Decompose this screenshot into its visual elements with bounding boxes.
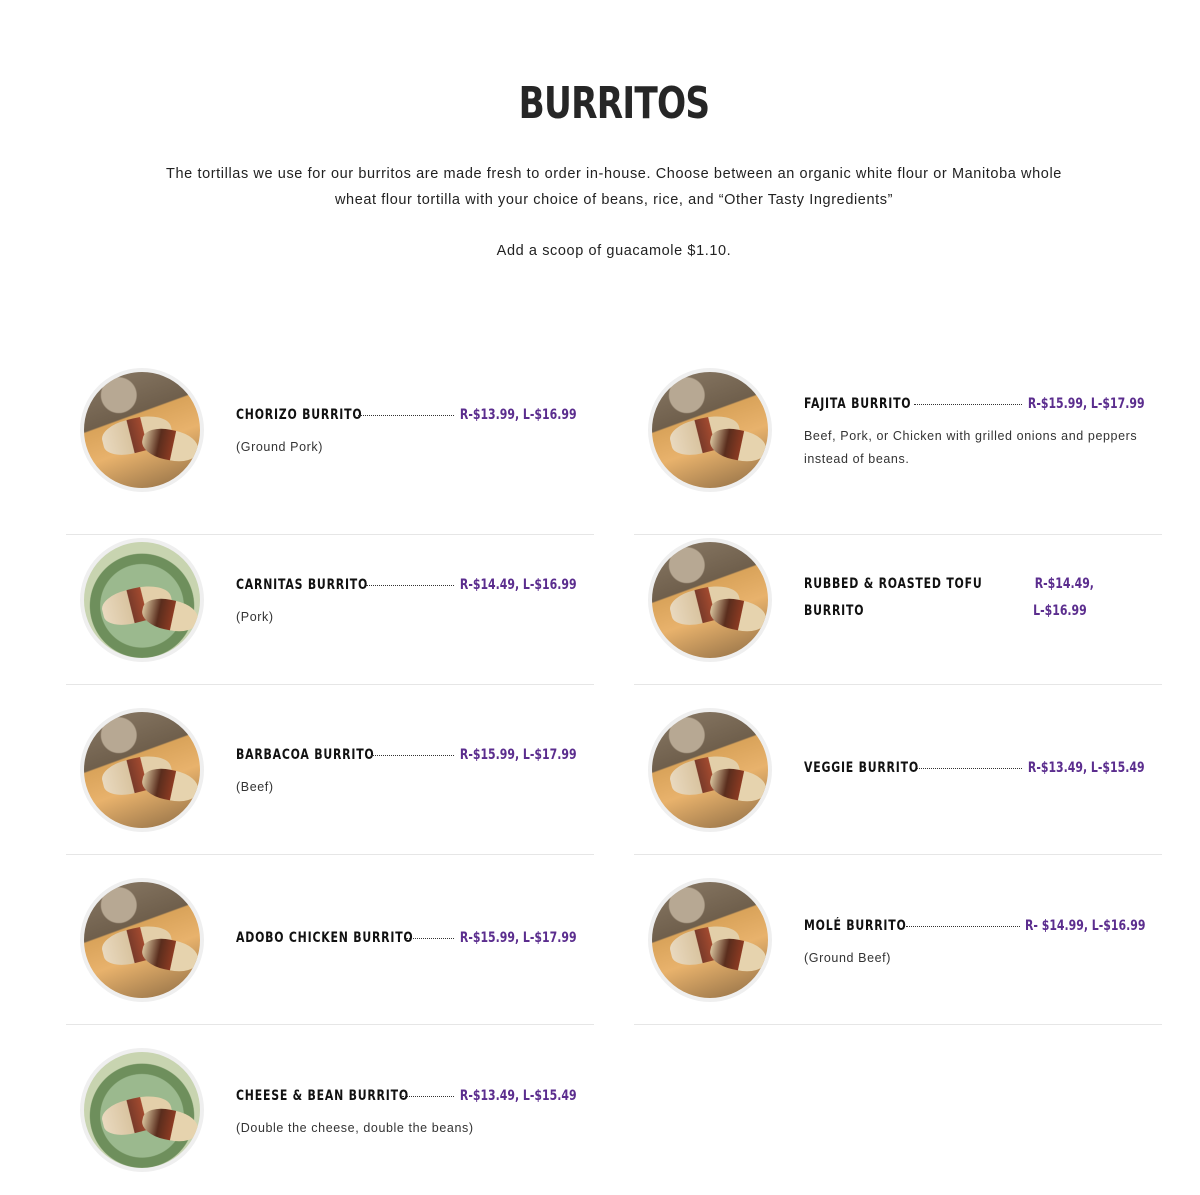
chorizo-burrito-photo: [80, 368, 204, 492]
item-price: R- $14.99, L-$16.99: [1024, 918, 1145, 934]
item-name: VEGGIE BURRITO: [804, 760, 919, 776]
menu-item-rubbed-roasted-tofu-burrito[interactable]: [634, 514, 1162, 685]
veggie-burrito-photo: [648, 708, 772, 832]
cheese-bean-burrito-photo: [80, 1048, 204, 1172]
item-price: R-$14.49, L-$16.99: [460, 577, 577, 593]
item-name: BARBACOA BURRITO: [236, 747, 375, 763]
item-price: R-$13.49, L-$15.49: [460, 1088, 577, 1104]
item-name: FAJITA BURRITO: [804, 396, 912, 412]
barbacoa-burrito-photo: [80, 708, 204, 832]
item-price: R-$13.49, L-$15.49: [1028, 760, 1145, 776]
dot-leader: [366, 585, 454, 586]
item-name: ADOBO CHICKEN BURRITO: [236, 930, 414, 946]
dot-leader: [358, 415, 454, 416]
item-description: Beef, Pork, or Chicken with grilled onions and peppers instead of beans.: [804, 429, 1138, 466]
tofu-burrito-photo: [648, 538, 772, 662]
item-price: R-$15.99, L-$17.99: [1028, 396, 1145, 412]
item-description: (Double the cheese, double the beans): [236, 1121, 474, 1135]
guacamole-addon-text: Add a scoop of guacamole $1.10.: [496, 243, 732, 259]
adobo-chicken-burrito-photo: [80, 878, 204, 1002]
item-price: R-$13.99, L-$16.99: [460, 407, 577, 423]
item-price: R-$15.99, L-$17.99: [460, 930, 577, 946]
menu-item-cheese-bean-burrito[interactable]: [66, 1024, 594, 1194]
item-name-line-2: BURRITO: [804, 603, 865, 619]
dot-leader: [402, 1096, 454, 1097]
item-name: CARNITAS BURRITO: [236, 577, 369, 593]
intro-text: The tortillas we use for our burritos are made fresh to order in-house. Choose between an organic white flour or Manitoba whole wheat flour tortilla with your choice of beans, rice, and “Other Tasty Ingredients”: [166, 166, 1062, 208]
item-description: (Ground Pork): [236, 440, 323, 454]
item-price-line-1: R-$14.49,: [1034, 576, 1094, 592]
item-description: (Beef): [236, 780, 274, 794]
dot-leader: [917, 768, 1022, 769]
dot-leader: [914, 404, 1022, 405]
menu-item-carnitas-burrito[interactable]: [66, 514, 594, 685]
menu-item-veggie-burrito[interactable]: [634, 684, 1162, 855]
item-name: CHORIZO BURRITO: [236, 407, 363, 423]
fajita-burrito-photo: [648, 368, 772, 492]
item-name-line-1: RUBBED & ROASTED TOFU: [804, 576, 983, 592]
menu-item-chorizo-burrito[interactable]: [66, 364, 594, 535]
carnitas-burrito-photo: [80, 538, 204, 662]
item-price-line-2: L-$16.99: [1033, 603, 1087, 619]
dot-leader: [906, 926, 1020, 927]
menu-item-adobo-chicken-burrito[interactable]: [66, 854, 594, 1025]
menu-item-fajita-burrito[interactable]: [634, 364, 1162, 535]
item-name: CHEESE & BEAN BURRITO: [236, 1088, 409, 1104]
mole-burrito-photo: [648, 878, 772, 1002]
dot-leader: [371, 755, 454, 756]
item-description: (Pork): [236, 610, 274, 624]
item-description: (Ground Beef): [804, 951, 892, 965]
page-title: BURRITOS: [518, 78, 710, 129]
menu-item-mole-burrito[interactable]: [634, 854, 1162, 1025]
item-price: R-$15.99, L-$17.99: [460, 747, 577, 763]
menu-item-barbacoa-burrito[interactable]: [66, 684, 594, 855]
dot-leader: [406, 938, 454, 939]
item-name: MOLÉ BURRITO: [804, 918, 907, 934]
